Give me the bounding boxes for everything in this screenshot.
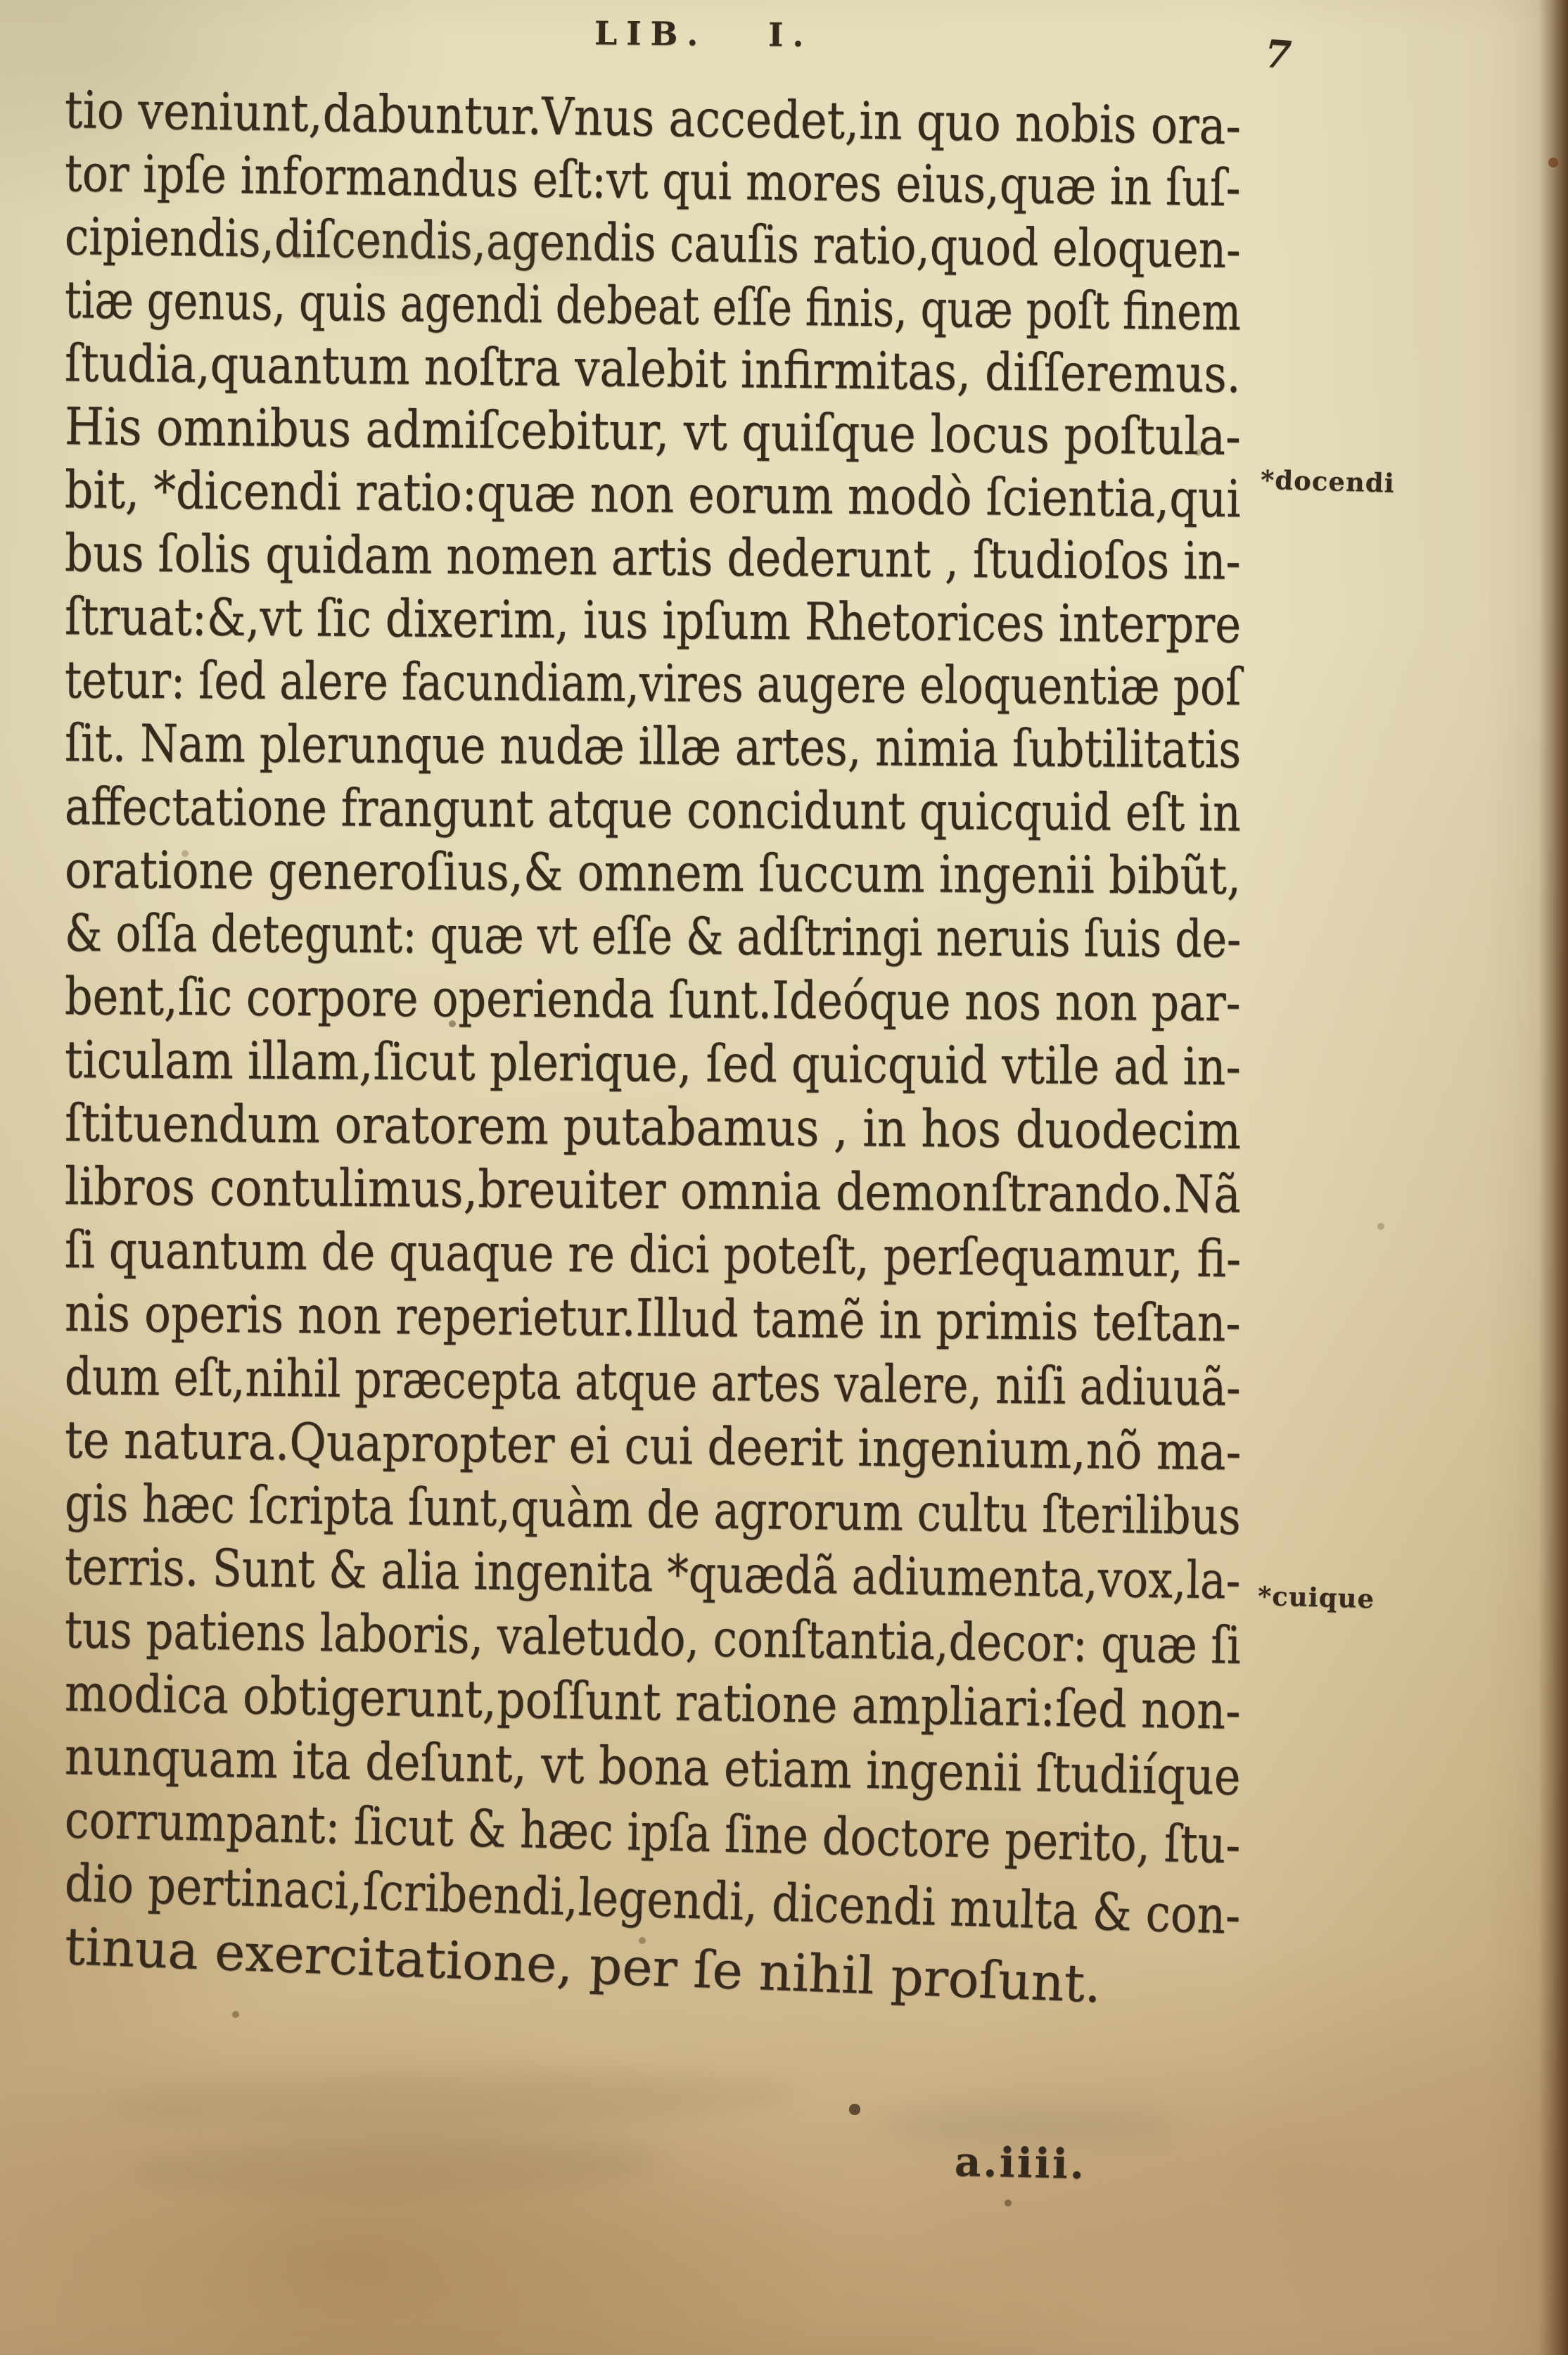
text-line: corrumpant: ſicut & hæc ipſa ſine doctore perito, ſtu- [64, 1790, 1242, 1876]
running-title-book: LIB. [594, 14, 708, 53]
text-line: tus patiens laboris, valetudo, conſtantia,decor: quæ ſi [64, 1600, 1242, 1676]
text-line: bit, *dicendi ratio:quæ non eorum modò ſcientia,qui [64, 460, 1241, 530]
text-line: ſi quantum de quaque re dici poteſt, perſequamur, fi- [64, 1220, 1242, 1290]
running-title-numeral: I. [767, 15, 813, 54]
text-line: dio pertinaci,ſcribendi,legendi, dicendi multa & con- [63, 1853, 1242, 1946]
text-line: dum eſt,nihil præcepta atque artes valere, niſi adiuuã- [64, 1347, 1241, 1418]
text-line: & oſſa detegunt: quæ vt eſſe & adſtringi neruis ſuis de- [64, 903, 1242, 970]
text-block [63, 79, 1242, 2014]
text-line: nis operis non reperietur.Illud tamẽ in primis teſtan- [64, 1283, 1242, 1354]
running-head [594, 14, 813, 54]
showthrough-stain [105, 2065, 795, 2136]
text-line: ticulam illam,ſicut plerique, ſed quicquid vtile ad in- [64, 1030, 1242, 1098]
showthrough-stain [126, 2131, 661, 2203]
text-line: tor ipſe informandus eſt:vt qui mores eius,quæ in ſuſ- [64, 144, 1242, 219]
showthrough-stain [879, 2104, 1175, 2146]
text-line: bent,ſic corpore operienda ſunt.Ideóque nos non par- [64, 967, 1241, 1034]
text-line: tetur: ſed alere facundiam,vires augere eloquentiæ poſ [64, 650, 1242, 718]
text-line: bus ſolis quidam nomen artis dederunt , ſtudioſos in- [64, 523, 1241, 592]
page-number: 7 [1263, 30, 1293, 78]
text-line: ſtituendum oratorem putabamus , in hos duodecim [64, 1093, 1242, 1162]
text-line: affectatione frangunt atque concidunt quicquid eſt in [64, 777, 1241, 844]
text-line: ſit. Nam plerunque nudæ illæ artes, nimia ſubtilitatis [64, 713, 1242, 780]
text-line: gis hæc ſcripta ſunt,quàm de agrorum cultu ſterilibus [64, 1473, 1242, 1547]
text-line: modica obtigerunt,poſſunt ratione ampliari:ſed non- [64, 1663, 1242, 1741]
signature-mark: a.iiii. [954, 2138, 1087, 2188]
text-line: libros contulimus,breuiter omnia demonſtrando.Nã [64, 1157, 1242, 1225]
text-line: tio veniunt,dabuntur.Vnus accedet,in quo nobis ora- [64, 80, 1242, 157]
text-line: nunquam ita deſunt, vt bona etiam ingenii ſtudiíque [64, 1727, 1242, 1808]
paper-specks [0, 0, 4, 4]
text-line: terris. Sunt & alia ingenita *quædã adiumenta,vox,la- [64, 1537, 1241, 1611]
text-line: ſtudia,quantum noſtra valebit infirmitas, diſſeremus. [64, 334, 1242, 405]
text-line: tiæ genus, quis agendi debeat eſſe finis, quæ poſt finem [64, 270, 1242, 343]
text-line: te natura.Quapropter ei cui deerit ingenium,nõ ma- [64, 1410, 1242, 1483]
text-line: oratione generoſius,& omnem ſuccum ingenii bibũt, [64, 840, 1242, 906]
text-line: ſtruat:&,vt ſic dixerim, ius ipſum Rhetorices interpre [64, 587, 1242, 655]
text-line: tinua exercitatione, per ſe nihil proſunt. [63, 1917, 1102, 2014]
page-edge [1538, 0, 1568, 2355]
margin-note-cuique: *cuique [1257, 1580, 1375, 1615]
margin-note-docendi: *docendi [1260, 464, 1396, 499]
text-line: His omnibus admiſcebitur, vt quiſque locus poſtula- [64, 397, 1242, 467]
text-line: cipiendis,diſcendis,agendis cauſis ratio,quod eloquen- [64, 207, 1242, 280]
